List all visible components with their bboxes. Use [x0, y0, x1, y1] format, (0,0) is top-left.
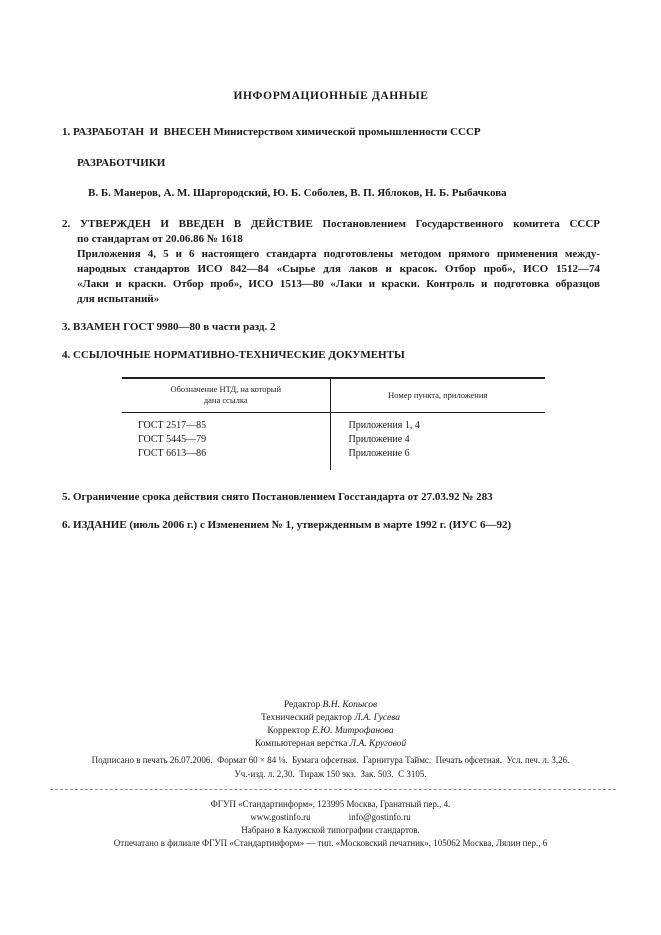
- item-text: ССЫЛОЧНЫЕ НОРМАТИВНО-ТЕХНИЧЕСКИЕ ДОКУМЕНТЫ: [73, 349, 405, 361]
- page-title: ИНФОРМАЦИОННЫЕ ДАННЫЕ: [233, 90, 429, 102]
- publisher-email: info@gostinfo.ru: [348, 812, 411, 822]
- print-info-line-1: Подписано в печать 26.07.2006. Формат 60 × 84 ⅛. Бумага офсетная. Гарнитура Таймс. Печать офсетная. Усл. печ. л. 3,26.: [91, 755, 570, 765]
- header-text: дана ссылка: [203, 395, 248, 405]
- editor-line: [0, 699, 661, 712]
- editor-name: Е.Ю. Митрофанова: [312, 726, 394, 736]
- editor-role: Корректор: [267, 726, 310, 736]
- table-cell-ntd: ГОСТ 2517—85: [122, 413, 330, 434]
- item-5-validity: [62, 490, 600, 505]
- item-2-sub-line: Приложения 4, 5 и 6 настоящего стандарта подготовлены методом прямого применения между-: [77, 248, 600, 260]
- table-header: [122, 378, 545, 413]
- editor-name: В.Н. Копысов: [322, 700, 378, 710]
- editor-line: [0, 738, 661, 751]
- editor-role: Редактор: [283, 700, 321, 710]
- item-text: УТВЕРЖДЕН И ВВЕДЕН В ДЕЙСТВИЕ Постановлением Государственного комитета СССР: [79, 218, 601, 230]
- publisher-address: ФГУП «Стандартинформ», 123995 Москва, Гранатный пер., 4.: [210, 799, 451, 809]
- item-number: 5.: [62, 491, 71, 503]
- item-number: 6.: [62, 519, 71, 531]
- item-6-edition: [62, 518, 600, 533]
- publisher-block: [0, 798, 661, 850]
- item-4-reference-docs: [62, 348, 600, 363]
- table-row: [122, 413, 545, 434]
- print-info-block: [0, 754, 661, 781]
- editor-role: Технический редактор: [260, 713, 352, 723]
- publisher-website: www.gostinfo.ru: [250, 812, 311, 822]
- header-text: Обозначение НТД, на который: [170, 384, 282, 394]
- item-number: 3.: [62, 321, 71, 333]
- item-text: ВЗАМЕН ГОСТ 9980—80 в части разд. 2: [73, 321, 276, 333]
- developers-names: В. Б. Манеров, А. М. Шаргородский, Ю. Б. Соболев, В. П. Яблоков, Н. Б. Рыбачкова: [88, 187, 507, 199]
- dashed-divider: [50, 789, 616, 790]
- table-row: [122, 433, 545, 447]
- item-2-line-2: по стандартам от 20.06.86 № 1618: [77, 233, 243, 245]
- table-header-ref: Номер пункта, приложения: [330, 378, 545, 413]
- table-row: [122, 447, 545, 470]
- table-header-ntd: [122, 378, 330, 413]
- publisher-contacts: [0, 811, 661, 824]
- item-number: 1.: [62, 126, 71, 138]
- typeset-line: Набрано в Калужской типографии стандартов.: [241, 825, 420, 835]
- item-number: 2.: [62, 218, 71, 230]
- editor-line: [0, 725, 661, 738]
- printed-line: Отпечатано в филиале ФГУП «Стандартинформ» — тип. «Московский печатник», 105062 Москва, Лялин пер., 6: [113, 838, 548, 848]
- table-cell-ntd: ГОСТ 5445—79: [122, 433, 330, 447]
- table-cell-ntd: ГОСТ 6613—86: [122, 447, 330, 470]
- item-2-sub-line: «Лаки и краски. Отбор проб», ИСО 1513—80 «Лаки и краски. Контроль и подготовка образцов: [77, 278, 600, 290]
- editor-line: [0, 712, 661, 725]
- print-info-line-2: Уч.-изд. л. 2,30. Тираж 150 экз. Зак. 503. С 3105.: [234, 768, 427, 779]
- item-3-replaces: [62, 320, 600, 335]
- editor-name: Л.А. Гусева: [354, 713, 401, 723]
- item-text: РАЗРАБОТАН И ВНЕСЕН Министерством химической промышленности СССР: [73, 126, 481, 138]
- editor-role: Компьютерная верстка: [254, 739, 348, 749]
- item-1-developed-by: [62, 125, 600, 140]
- item-2-sub-line: для испытаний»: [77, 293, 160, 305]
- item-2-approved: [62, 217, 600, 307]
- table-cell-ref: Приложение 6: [348, 448, 410, 459]
- item-number: 4.: [62, 349, 71, 361]
- item-2-line-1: [62, 217, 600, 232]
- table-cell-ref: Приложения 1, 4: [348, 420, 420, 431]
- table-cell-ref: Приложение 4: [348, 434, 410, 445]
- editor-name: Л.А. Круговой: [349, 739, 407, 749]
- item-text: Ограничение срока действия снято Постановлением Госстандарта от 27.03.92 № 283: [73, 491, 493, 503]
- developers-heading: РАЗРАБОТЧИКИ: [77, 157, 166, 169]
- item-2-sub-line: народных стандартов ИСО 842—84 «Сырье для лаков и красок. Отбор проб», ИСО 1512—74: [77, 263, 600, 275]
- editors-block: [0, 699, 661, 751]
- reference-documents-table: [122, 377, 545, 470]
- item-text: ИЗДАНИЕ (июль 2006 г.) с Изменением № 1, утвержденным в марте 1992 г. (ИУС 6—92): [73, 519, 512, 531]
